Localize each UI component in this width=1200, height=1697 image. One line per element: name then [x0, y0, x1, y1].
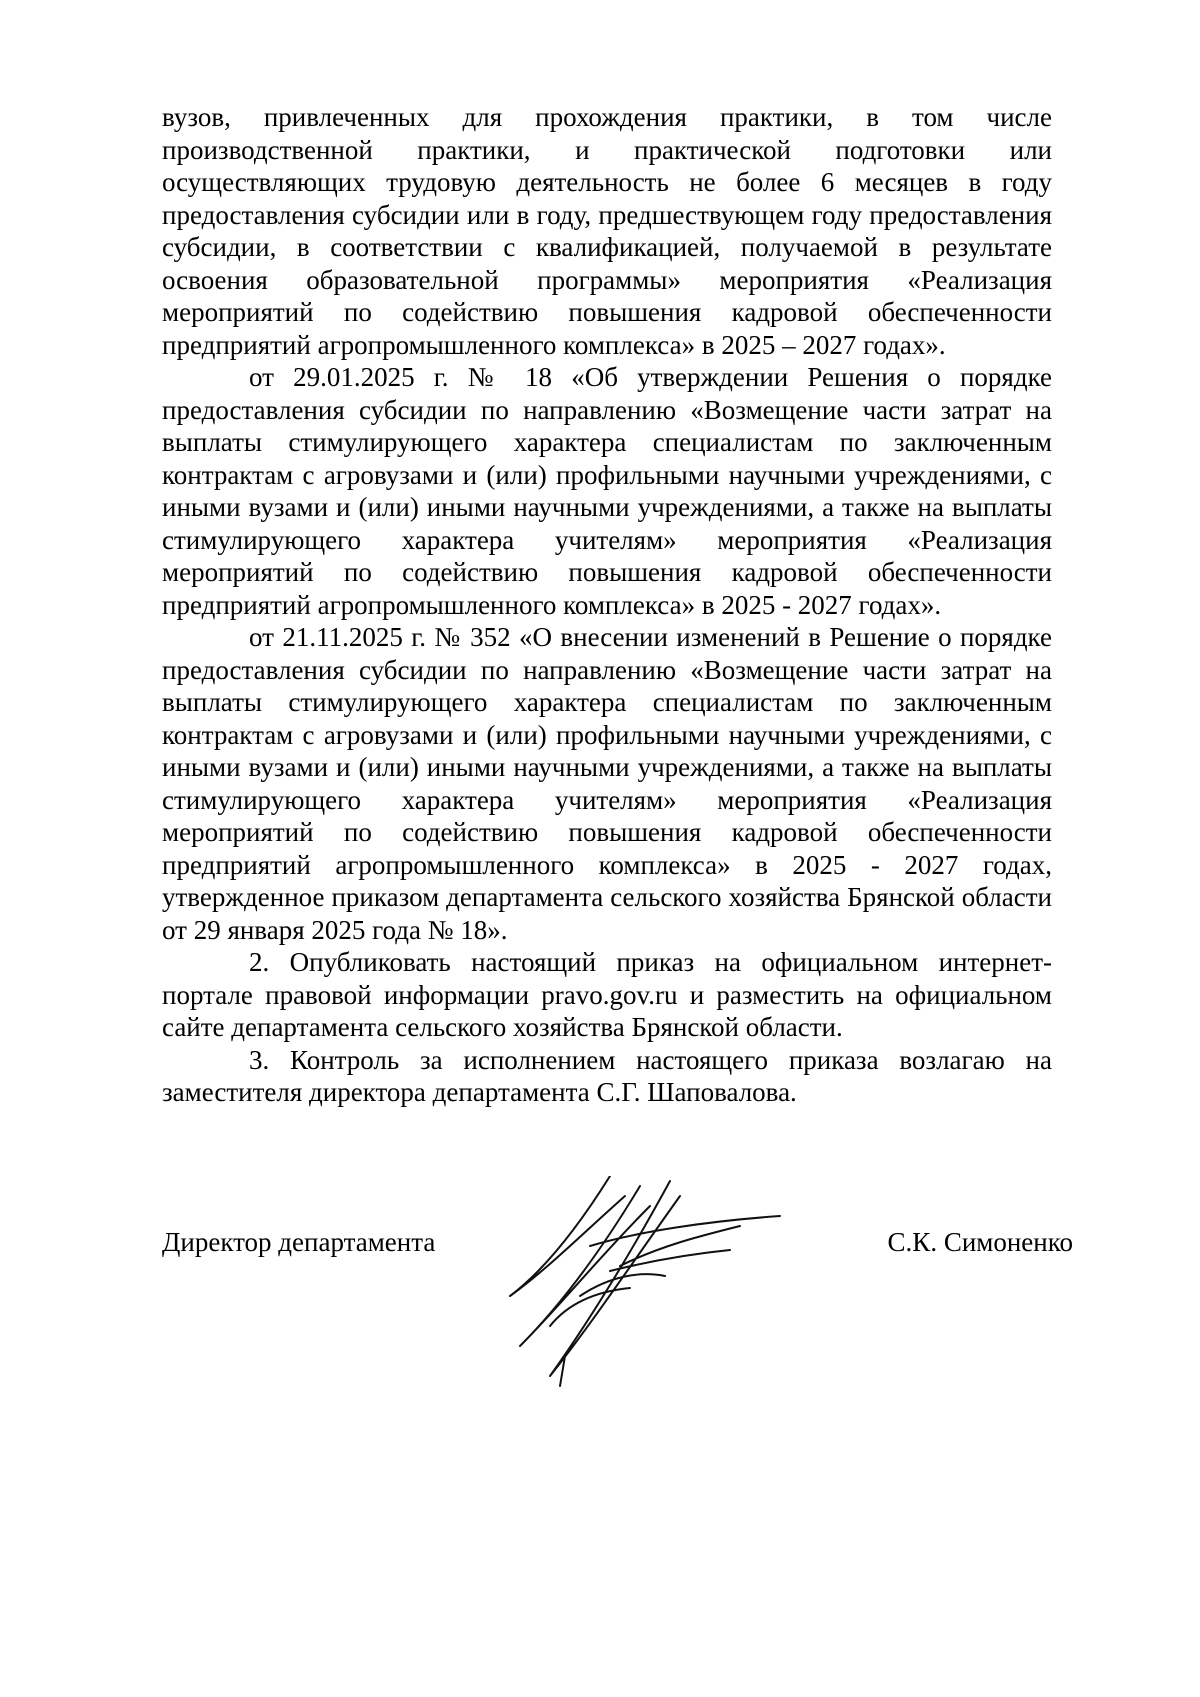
document-body [162, 101, 1052, 1109]
paragraph-publish: 2. Опубликовать настоящий приказ на официальном интернет-портале правовой информации pravo.gov.ru и разместить на официальном сайте департамента сельского хозяйства Брянской области. [162, 947, 1052, 1042]
signer-position: Директор департамента [162, 1227, 436, 1257]
handwritten-signature [490, 1176, 840, 1396]
signer-name: С.К. Симоненко [887, 1227, 1073, 1257]
paragraph-continuation: вузов, привлеченных для прохождения практики, в том числе производственной практики, и практической подготовки или осуществляющих трудовую деятельность не более 6 месяцев в году предоставления субсидии или в году, предшествующем году предоставления субсидии, в соответствии с квалификацией, получаемой в результате освоения образовательной программы» мероприятия «Реализация мероприятий по содействию повышения кадровой обеспеченности предприятий агропромышленного комплекса» в 2025 – 2027 годах». [162, 102, 1052, 360]
paragraph-order-352: от 21.11.2025 г. № 352 «О внесении изменений в Решение о порядке предоставления субсидии по направлению «Возмещение части затрат на выплаты стимулирующего характера специалистам по заключенным контрактам с агровузами и (или) профильными научными учреждениями, с иными вузами и (или) иными научными учреждениями, а также на выплаты стимулирующего характера учителям» мероприятия «Реализация мероприятий по содействию повышения кадровой обеспеченности предприятий агропромышленного комплекса» в 2025 - 2027 годах, утвержденное приказом департамента сельского хозяйства Брянской области от 29 января 2025 года № 18». [162, 622, 1052, 945]
paragraph-order-18: от 29.01.2025 г. № 18 «Об утверждении Решения о порядке предоставления субсидии по направлению «Возмещение части затрат на выплаты стимулирующего характера специалистам по заключенным контрактам с агровузами и (или) профильными научными учреждениями, с иными вузами и (или) иными научными учреждениями, а также на выплаты стимулирующего характера учителям» мероприятия «Реализация мероприятий по содействию повышения кадровой обеспеченности предприятий агропромышленного комплекса» в 2025 - 2027 годах». [162, 362, 1052, 620]
paragraph-control: 3. Контроль за исполнением настоящего приказа возлагаю на заместителя директора департамента С.Г. Шаповалова. [162, 1044, 1052, 1107]
